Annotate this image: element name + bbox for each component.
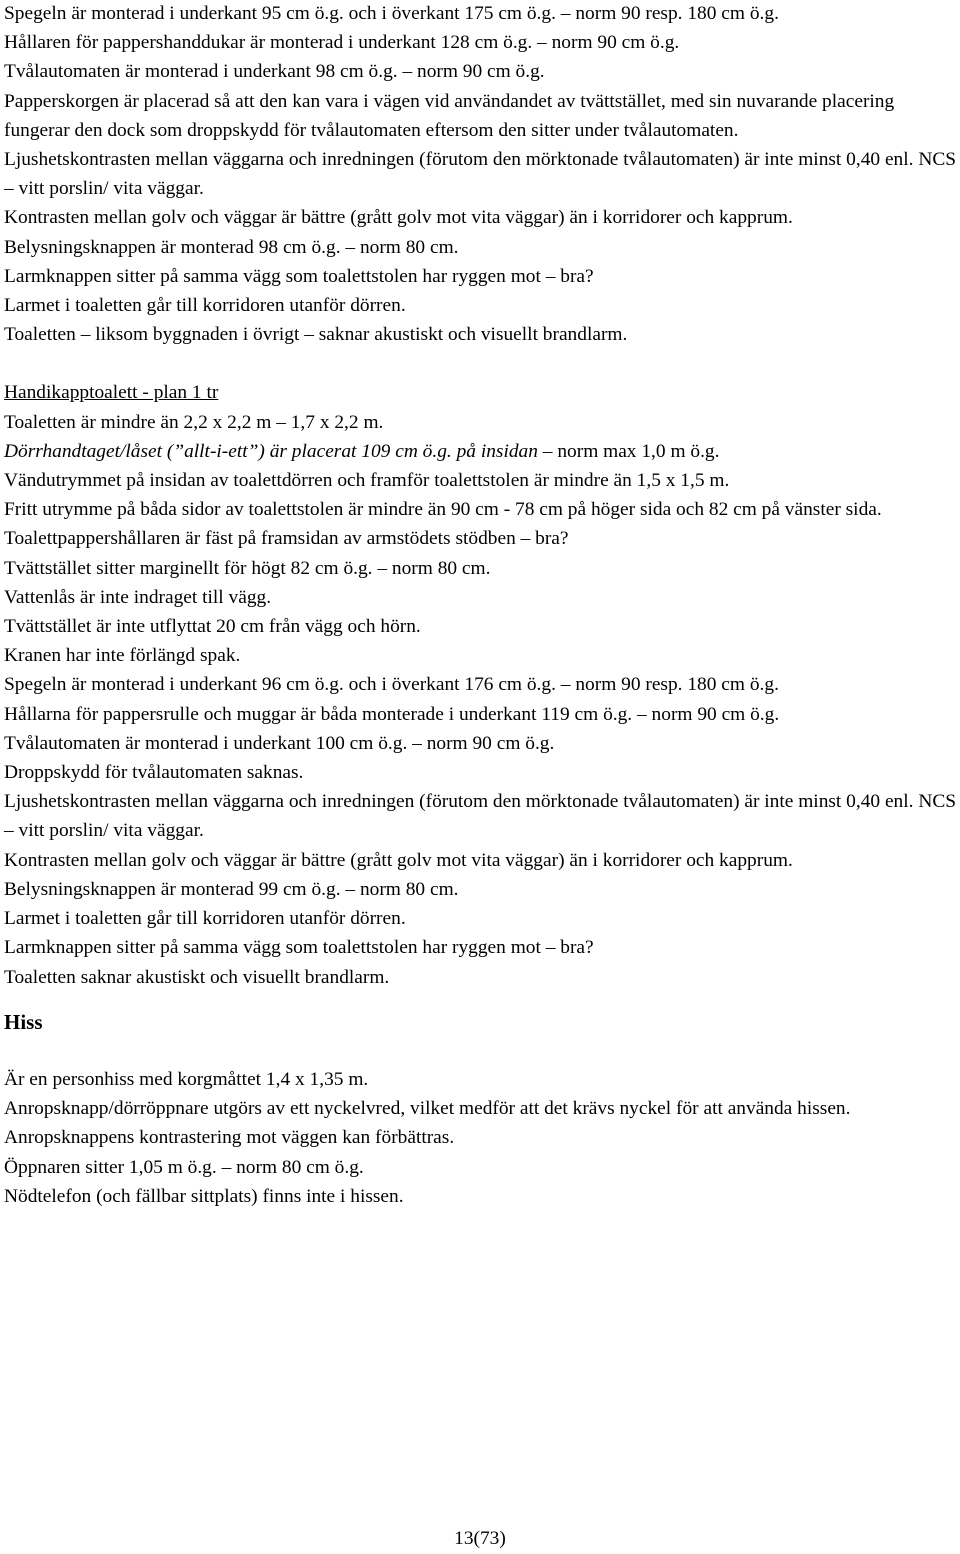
paragraph-mirror: Spegeln är monterad i underkant 96 cm ö.g. och i överkant 176 cm ö.g. – norm 90 resp. 180 cm ö.g. (4, 674, 779, 696)
page-number: 13(73) (454, 1528, 506, 1549)
paragraph-alarm-route: Larmet i toaletten går till korridoren utanför dörren. (4, 295, 406, 317)
paragraph-fire-alarm: Toaletten – liksom byggnaden i övrigt – saknar akustiskt och visuellt brandlarm. (4, 324, 628, 346)
paragraph-light-switch: Belysningsknappen är monterad 99 cm ö.g. – norm 80 cm. (4, 878, 459, 900)
paragraph-elevator-size: Är en personhiss med korgmåttet 1,4 x 1,35 m. (4, 1068, 369, 1090)
section-top (4, 0, 958, 349)
document-page (4, 0, 958, 1211)
door-handle-norm-text: – norm max 1,0 m ö.g. (537, 440, 720, 462)
paragraph-free-space: Fritt utrymme på båda sidor av toalettstolen är mindre än 90 cm - 78 cm på höger sida och 82 cm på vänster sida. (4, 499, 882, 521)
paragraph-alarm-route: Larmet i toaletten går till korridoren utanför dörren. (4, 908, 406, 930)
section-hiss (4, 1008, 958, 1211)
paragraph-floor-wall-contrast: Kontrasten mellan golv och väggar är bättre (grått golv mot vita väggar) än i korridorer och kapprum. (4, 207, 793, 229)
paragraph-towel-holder: Hållaren för pappershanddukar är monterad i underkant 128 cm ö.g. – norm 90 cm ö.g. (4, 32, 680, 54)
paragraph-washbasin-position: Tvättstället är inte utflyttat 20 cm från vägg och hörn. (4, 616, 421, 638)
paragraph-water-trap: Vattenlås är inte indraget till vägg. (4, 586, 272, 608)
section-heading-handikapptoalett: Handikapptoalett - plan 1 tr (4, 382, 219, 404)
paragraph-alarm-button: Larmknappen sitter på samma vägg som toalettstolen har ryggen mot – bra? (4, 937, 594, 959)
paragraph-alarm-button: Larmknappen sitter på samma vägg som toalettstolen har ryggen mot – bra? (4, 265, 594, 287)
paragraph-opener-height: Öppnaren sitter 1,05 m ö.g. – norm 80 cm ö.g. (4, 1156, 364, 1178)
paragraph-soap-dispenser: Tvålautomaten är monterad i underkant 100 cm ö.g. – norm 90 cm ö.g. (4, 732, 555, 754)
section-handikapptoalett (4, 378, 958, 991)
spacer (4, 1037, 958, 1065)
paragraph-drip-guard: Droppskydd för tvålautomaten saknas. (4, 762, 304, 784)
paragraph-mirror: Spegeln är monterad i underkant 95 cm ö.g. och i överkant 175 cm ö.g. – norm 90 resp. 180 cm ö.g. (4, 3, 779, 24)
paragraph-fire-alarm: Toaletten saknar akustiskt och visuellt brandlarm. (4, 966, 390, 988)
paragraph-wastebasket: Papperskorgen är placerad så att den kan vara i vägen vid användandet av tvättstället, med sin nuvarande placering fungerar den dock som droppskydd för tvålautomaten eftersom den sitter under tvålautomaten. (4, 90, 895, 141)
paragraph-turning-space: Vändutrymmet på insidan av toalettdörren och framför toalettstolen är mindre än 1,5 x 1,5 m. (4, 470, 730, 492)
paragraph-faucet: Kranen har inte förlängd spak. (4, 645, 241, 667)
paragraph-door-handle (4, 437, 958, 466)
paragraph-luminance-contrast: Ljushetskontrasten mellan väggarna och inredningen (förutom den mörktonade tvålautomaten) är inte minst 0,40 enl. NCS – vitt porslin/ vita väggar. (4, 791, 957, 842)
section-heading-hiss: Hiss (4, 1009, 43, 1034)
paragraph-floor-wall-contrast: Kontrasten mellan golv och väggar är bättre (grått golv mot vita väggar) än i korridorer och kapprum. (4, 849, 793, 871)
paragraph-luminance-contrast: Ljushetskontrasten mellan väggarna och inredningen (förutom den mörktonade tvålautomaten) är inte minst 0,40 enl. NCS – vitt porslin/ vita väggar. (4, 149, 957, 200)
spacer (4, 992, 958, 1008)
door-handle-italic-text: Dörrhandtaget/låset (”allt-i-ett”) är placerat 109 cm ö.g. på insidan (4, 440, 538, 462)
paragraph-holders: Hållarna för pappersrulle och muggar är båda monterade i underkant 119 cm ö.g. – norm 90 cm ö.g. (4, 703, 780, 725)
spacer (4, 349, 958, 378)
paragraph-soap-dispenser: Tvålautomaten är monterad i underkant 98 cm ö.g. – norm 90 cm ö.g. (4, 61, 545, 83)
paragraph-call-button-key: Anropsknapp/dörröppnare utgörs av ett nyckelvred, vilket medför att det krävs nyckel för att använda hissen. (4, 1098, 851, 1120)
paragraph-washbasin-height: Tvättstället sitter marginellt för högt 82 cm ö.g. – norm 80 cm. (4, 557, 491, 579)
paragraph-paper-holder: Toalettpappershållaren är fäst på framsidan av armstödets stödben – bra? (4, 528, 569, 550)
paragraph-light-switch: Belysningsknappen är monterad 98 cm ö.g. – norm 80 cm. (4, 236, 459, 258)
paragraph-call-button-contrast: Anropsknappens kontrastering mot väggen kan förbättras. (4, 1127, 455, 1149)
paragraph-toilet-size: Toaletten är mindre än 2,2 x 2,2 m – 1,7 x 2,2 m. (4, 411, 384, 433)
paragraph-emergency-phone: Nödtelefon (och fällbar sittplats) finns inte i hissen. (4, 1185, 404, 1207)
